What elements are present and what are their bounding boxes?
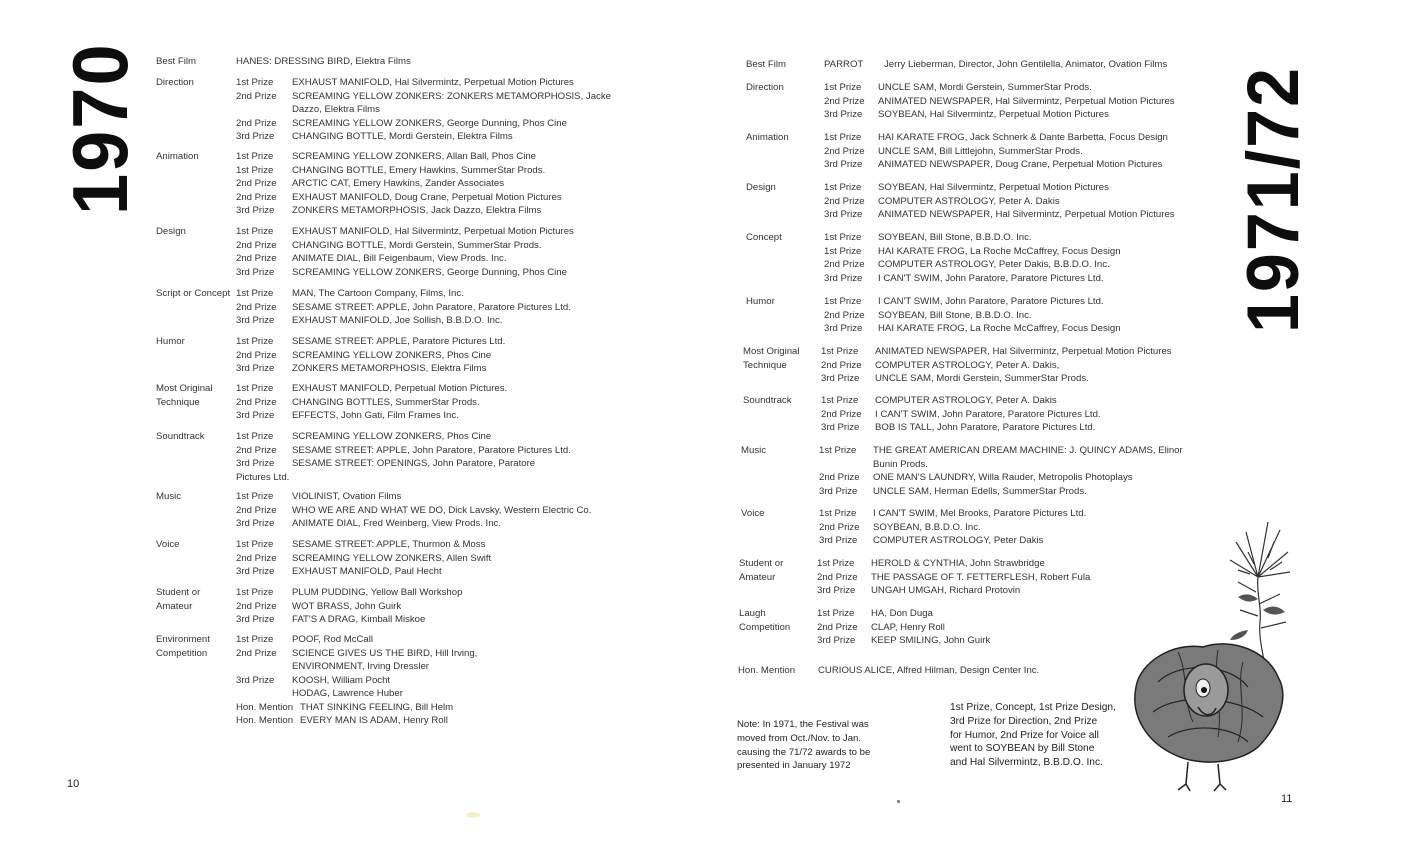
category-label: Student or Amateur: [156, 587, 201, 612]
prize-rank: 1st Prize: [236, 77, 274, 88]
award-entry: SCIENCE GIVES US THE BIRD, Hill Irving,: [292, 647, 478, 659]
note-line: moved from Oct./Nov. to Jan.: [737, 732, 862, 744]
category-label: Hon. Mention: [738, 665, 796, 676]
award-entry: KEEP SMILING, John Guirk: [871, 635, 991, 646]
prize-rank: 3rd Prize: [236, 363, 275, 374]
prize-rank: 3rd Prize: [236, 614, 275, 625]
award-entry: SCREAMING YELLOW ZONKERS, Allan Ball, Phos Cine: [292, 151, 537, 162]
prize-rank: 2nd Prize: [236, 239, 277, 251]
prize-rank: 2nd Prize: [236, 552, 277, 564]
award-entry: ENVIRONMENT, Irving Dressler: [292, 661, 429, 672]
prize-rank: 3rd Prize: [236, 674, 275, 686]
award-entry: Jerry Lieberman, Director, John Gentilella, Animator, Ovation Films: [884, 59, 1168, 70]
year-heading-left: 1970: [56, 42, 144, 215]
award-entry: UNCLE SAM, Mordi Gerstein, SummerStar Prods.: [875, 373, 1089, 384]
award-entry: ARCTIC CAT, Emery Hawkins, Zander Associates: [292, 178, 505, 189]
prize-rank: Hon. Mention: [236, 701, 294, 713]
prize-rank: 2nd Prize: [824, 259, 865, 270]
award-entry: THE PASSAGE OF T. FETTERFLESH, Robert Fula: [871, 571, 1091, 583]
prize-rank: 3rd Prize: [824, 323, 863, 334]
prize-rank: 3rd Prize: [821, 422, 860, 433]
prize-rank: 1st Prize: [236, 164, 274, 176]
bird-body-drawing: [1135, 644, 1283, 791]
award-entry: CHANGING BOTTLE, Mordi Gerstein, SummerStar Prods.: [292, 239, 542, 251]
prize-rank: 3rd Prize: [819, 535, 858, 546]
award-entry: HA, Don Duga: [871, 608, 933, 619]
award-entry: CHANGING BOTTLE, Emery Hawkins, SummerStar Prods.: [292, 164, 546, 176]
soybean-summary: [950, 701, 1116, 770]
summary-line: for Humor, 2nd Prize for Voice all: [950, 729, 1099, 741]
prize-rank: 1st Prize: [236, 336, 274, 347]
prize-rank: 3rd Prize: [824, 209, 863, 220]
award-entry: EFFECTS, John Gati, Film Frames Inc.: [292, 410, 459, 421]
prize-rank: 2nd Prize: [819, 521, 860, 533]
category-label: Humor: [746, 296, 775, 307]
category-label: Laugh Competition: [739, 608, 791, 633]
prize-rank: 2nd Prize: [236, 647, 277, 659]
award-entry: HAI KARATE FROG, La Roche McCaffrey, Focus Design: [878, 323, 1121, 334]
category-label: Voice: [741, 508, 765, 519]
award-entry: UNGAH UMGAH, Richard Protovin: [871, 585, 1021, 596]
award-entry: FAT'S A DRAG, Kimball Miskoe: [292, 614, 426, 625]
category-label: Concept: [746, 232, 782, 243]
award-entry: I CAN'T SWIM, Mel Brooks, Paratore Pictures Ltd.: [873, 508, 1087, 519]
best-film-title: PARROT: [824, 59, 864, 70]
prize-rank: 1st Prize: [819, 445, 857, 456]
award-entry: HAI KARATE FROG, Jack Schnerk & Dante Barbetta, Focus Design: [878, 132, 1168, 143]
award-entry: SOYBEAN, Bill Stone, B.B.D.O. Inc.: [878, 309, 1032, 321]
prize-rank: 1st Prize: [817, 558, 855, 569]
prize-rank: 1st Prize: [236, 634, 274, 645]
award-entry-continued: Pictures Ltd.: [236, 471, 290, 483]
flower-bird-illustration: [1118, 512, 1308, 797]
festival-date-note: [737, 718, 870, 773]
award-entry: COMPUTER ASTROLOGY, Peter A. Dakis: [875, 395, 1057, 406]
award-entry: ANIMATED NEWSPAPER, Hal Silvermintz, Perpetual Motion Pictures: [875, 346, 1172, 357]
award-entry: SESAME STREET: APPLE, John Paratore, Paratore Pictures Ltd.: [292, 301, 571, 313]
award-entry: I CAN'T SWIM, John Paratore, Paratore Pictures Ltd.: [878, 272, 1104, 284]
prize-rank: 1st Prize: [819, 508, 857, 519]
award-entry: ANIMATED NEWSPAPER, Doug Crane, Perpetual Motion Pictures: [878, 159, 1163, 170]
prize-rank: 1st Prize: [824, 82, 862, 93]
prize-rank: 1st Prize: [236, 431, 274, 442]
award-entry: HODAG, Lawrence Huber: [292, 688, 403, 699]
award-entry: EXHAUST MANIFOLD, Paul Hecht: [292, 566, 442, 577]
award-entry: I CAN'T SWIM, John Paratore, Paratore Pictures Ltd.: [875, 408, 1101, 420]
award-entry: ZONKERS METAMORPHOSIS, Elektra Films: [292, 363, 487, 374]
award-entry: EXHAUST MANIFOLD, Joe Sollish, B.B.D.O. Inc.: [292, 315, 503, 326]
prize-rank: 2nd Prize: [236, 178, 277, 189]
plant-leaves-drawing: [1230, 594, 1285, 640]
note-line: presented in January 1972: [737, 760, 851, 772]
award-entry: SESAME STREET: OPENINGS, John Paratore, Paratore: [292, 458, 536, 469]
prize-rank: 1st Prize: [824, 132, 862, 143]
category-label: Student or Amateur: [739, 558, 784, 583]
prize-rank: 1st Prize: [821, 346, 859, 357]
award-entry: CHANGING BOTTLES, SummerStar Prods.: [292, 396, 480, 408]
award-entry: ANIMATED NEWSPAPER, Hal Silvermintz, Perpetual Motion Pictures: [878, 95, 1175, 107]
award-entry: UNCLE SAM, Mordi Gerstein, SummerStar Prods.: [878, 82, 1092, 93]
prize-rank: 3rd Prize: [236, 518, 275, 529]
category-label: Design: [156, 226, 186, 237]
award-entry: ZONKERS METAMORPHOSIS, Jack Dazzo, Elektra Films: [292, 205, 542, 216]
award-entry: ANIMATE DIAL, Fred Weinberg, View Prods. Inc.: [292, 518, 502, 529]
summary-line: 1st Prize, Concept, 1st Prize Design,: [950, 702, 1116, 713]
prize-rank: 1st Prize: [824, 232, 862, 243]
prize-rank: 2nd Prize: [821, 408, 862, 420]
prize-rank: 3rd Prize: [819, 485, 858, 497]
prize-rank: 2nd Prize: [236, 191, 277, 203]
award-entry: ONE MAN'S LAUNDRY, Willa Rauder, Metropolis Photoplays: [873, 472, 1133, 483]
prize-rank: 2nd Prize: [824, 95, 865, 107]
prize-rank: 3rd Prize: [824, 272, 863, 284]
summary-line: 3rd Prize for Direction, 2nd Prize: [950, 715, 1098, 727]
prize-rank: Hon. Mention: [236, 715, 294, 726]
award-entry: UNCLE SAM, Bill Littlejohn, SummerStar Prods.: [878, 145, 1083, 157]
award-entry: COMPUTER ASTROLOGY, Peter A. Dakis: [878, 195, 1060, 207]
award-entry: Dazzo, Elektra Films: [292, 104, 380, 115]
award-entry: CHANGING BOTTLE, Mordi Gerstein, Elektra Films: [292, 131, 513, 142]
award-entry: KOOSH, William Pocht: [292, 674, 391, 686]
award-entry: CURIOUS ALICE, Alfred Hilman, Design Center Inc.: [818, 665, 1040, 676]
award-entry: SOYBEAN, Hal Silvermintz, Perpetual Motion Pictures: [878, 109, 1109, 120]
prize-rank: 2nd Prize: [236, 349, 277, 361]
award-entry: UNCLE SAM, Herman Edells, SummerStar Prods.: [873, 485, 1087, 497]
category-label: Environment Competition: [156, 634, 210, 659]
award-entry: HEROLD & CYNTHIA, John Strawbridge: [871, 558, 1045, 569]
prize-rank: 3rd Prize: [236, 131, 275, 142]
summary-line: went to SOYBEAN by Bill Stone: [950, 743, 1095, 755]
page-number-right: 11: [1281, 793, 1293, 805]
prize-rank: 2nd Prize: [821, 359, 862, 371]
award-entry: MAN, The Cartoon Company, Films, Inc.: [292, 288, 464, 299]
category-label: Best Film: [746, 59, 786, 70]
prize-rank: 3rd Prize: [824, 109, 863, 120]
prize-rank: 2nd Prize: [236, 90, 277, 102]
category-label: Animation: [746, 132, 789, 143]
page-number-left: 10: [67, 778, 80, 790]
category-label: Most Original Technique: [743, 346, 800, 371]
prize-rank: 3rd Prize: [824, 159, 863, 170]
award-entry: SOYBEAN, B.B.D.O. Inc.: [873, 521, 981, 533]
award-entry: SCREAMING YELLOW ZONKERS, Phos Cine: [292, 349, 492, 361]
prize-rank: 1st Prize: [236, 491, 274, 502]
prize-rank: 3rd Prize: [236, 205, 275, 216]
year-heading-right: 1971/72: [1231, 65, 1314, 333]
category-label: Direction: [746, 82, 784, 93]
award-entry: SOYBEAN, Hal Silvermintz, Perpetual Motion Pictures: [878, 182, 1109, 193]
prize-rank: 2nd Prize: [824, 145, 865, 157]
award-entry: SESAME STREET: APPLE, Paratore Pictures Ltd.: [292, 336, 506, 347]
prize-rank: 3rd Prize: [236, 566, 275, 577]
prize-rank: 2nd Prize: [236, 504, 277, 516]
award-entry: SCREAMING YELLOW ZONKERS, Phos Cine: [292, 431, 492, 442]
category-label: Soundtrack: [743, 395, 792, 406]
award-entry: BOB IS TALL, John Paratore, Paratore Pictures Ltd.: [875, 422, 1096, 433]
category-label: Music: [741, 445, 767, 456]
award-entry: EXHAUST MANIFOLD, Hal Silvermintz, Perpetual Motion Pictures: [292, 77, 574, 88]
prize-rank: 2nd Prize: [817, 571, 858, 583]
prize-rank: 1st Prize: [236, 226, 274, 237]
prize-rank: 2nd Prize: [236, 396, 277, 408]
prize-rank: 2nd Prize: [817, 621, 858, 633]
prize-rank: 1st Prize: [236, 151, 274, 162]
award-entry: POOF, Rod McCall: [292, 634, 374, 645]
award-entry: SCREAMING YELLOW ZONKERS, George Dunning, Phos Cine: [292, 266, 567, 278]
prize-rank: 1st Prize: [236, 383, 274, 394]
prize-rank: 2nd Prize: [236, 253, 277, 264]
award-entry: WOT BRASS, John Guirk: [292, 600, 402, 612]
award-entry: Bunin Prods.: [873, 458, 928, 470]
award-entry: EXHAUST MANIFOLD, Hal Silvermintz, Perpetual Motion Pictures: [292, 226, 574, 237]
award-entry: SESAME STREET: APPLE, Thurmon & Moss: [292, 539, 486, 550]
award-entry: CLAP, Henry Roll: [871, 621, 945, 633]
award-entry: PLUM PUDDING, Yellow Ball Workshop: [292, 587, 463, 598]
category-label: Direction: [156, 77, 194, 88]
category-label: Voice: [156, 539, 180, 550]
prize-rank: 3rd Prize: [236, 315, 275, 326]
award-entry: WHO WE ARE AND WHAT WE DO, Dick Lavsky, Western Electric Co.: [292, 504, 592, 516]
prize-rank: 1st Prize: [817, 608, 855, 619]
prize-rank: 1st Prize: [236, 288, 274, 299]
award-entry: SOYBEAN, Bill Stone, B.B.D.O. Inc.: [878, 232, 1032, 243]
award-entry: THAT SINKING FEELING, Bill Helm: [300, 701, 454, 713]
note-line: Note: In 1971, the Festival was: [737, 719, 869, 730]
award-entry: SCREAMING YELLOW ZONKERS, Allen Swift: [292, 552, 492, 564]
prize-rank: 1st Prize: [824, 296, 862, 307]
prize-rank: 3rd Prize: [821, 373, 860, 384]
category-label: Script or Concept: [156, 288, 231, 299]
category-label: Design: [746, 182, 776, 193]
category-label: Humor: [156, 336, 185, 347]
award-entry: HAI KARATE FROG, La Roche McCaffrey, Focus Design: [878, 245, 1121, 257]
prize-rank: 1st Prize: [821, 395, 859, 406]
prize-rank: 2nd Prize: [236, 444, 277, 456]
category-label: Most Original Technique: [156, 383, 213, 408]
prize-rank: 2nd Prize: [819, 472, 860, 483]
prize-rank: 2nd Prize: [236, 301, 277, 313]
award-entry: EXHAUST MANIFOLD, Perpetual Motion Pictures.: [292, 383, 508, 394]
category-label: Animation: [156, 151, 199, 162]
prize-rank: 3rd Prize: [817, 585, 856, 596]
category-label: Soundtrack: [156, 431, 205, 442]
prize-rank: 2nd Prize: [236, 117, 277, 129]
award-entry: VIOLINIST, Ovation Films: [292, 491, 402, 502]
award-entry: ANIMATE DIAL, Bill Feigenbaum, View Prods. Inc.: [292, 253, 507, 264]
award-entry: COMPUTER ASTROLOGY, Peter A. Dakis,: [875, 359, 1060, 371]
print-speck: [897, 800, 900, 803]
award-entry: SCREAMING YELLOW ZONKERS, George Dunning, Phos Cine: [292, 117, 567, 129]
award-entry: THE GREAT AMERICAN DREAM MACHINE: J. QUINCY ADAMS, Elinor: [873, 445, 1183, 456]
category-label: Music: [156, 491, 182, 502]
category-label: Best Film: [156, 56, 196, 67]
note-line: causing the 71/72 awards to be: [737, 746, 871, 758]
award-entry: EVERY MAN IS ADAM, Henry Roll: [300, 715, 448, 726]
prize-rank: 2nd Prize: [824, 195, 865, 207]
prize-rank: 1st Prize: [824, 182, 862, 193]
award-entry: SCREAMING YELLOW ZONKERS: ZONKERS METAMORPHOSIS, Jacke: [292, 90, 611, 102]
prize-rank: 3rd Prize: [236, 458, 275, 469]
prize-rank: 2nd Prize: [236, 600, 277, 612]
prize-rank: 1st Prize: [236, 539, 274, 550]
summary-line: and Hal Silvermintz, B.B.D.O. Inc.: [950, 757, 1103, 769]
paper-smudge: [466, 812, 480, 818]
prize-rank: 3rd Prize: [236, 410, 275, 421]
prize-rank: 1st Prize: [824, 245, 862, 257]
award-entry: ANIMATED NEWSPAPER, Hal Silvermintz, Perpetual Motion Pictures: [878, 209, 1175, 220]
prize-rank: 3rd Prize: [236, 266, 275, 278]
award-entry: I CAN'T SWIM, John Paratore, Paratore Pictures Ltd.: [878, 296, 1104, 307]
award-entry: COMPUTER ASTROLOGY, Peter Dakis, B.B.D.O. Inc.: [878, 259, 1110, 270]
award-entry: SESAME STREET: APPLE, John Paratore, Paratore Pictures Ltd.: [292, 444, 571, 456]
award-entry: HANES: DRESSING BIRD, Elektra Films: [236, 56, 411, 67]
award-entry: COMPUTER ASTROLOGY, Peter Dakis: [873, 535, 1044, 546]
prize-rank: 1st Prize: [236, 587, 274, 598]
prize-rank: 3rd Prize: [817, 635, 856, 646]
award-entry: EXHAUST MANIFOLD, Doug Crane, Perpetual Motion Pictures: [292, 191, 562, 203]
prize-rank: 2nd Prize: [824, 309, 865, 321]
